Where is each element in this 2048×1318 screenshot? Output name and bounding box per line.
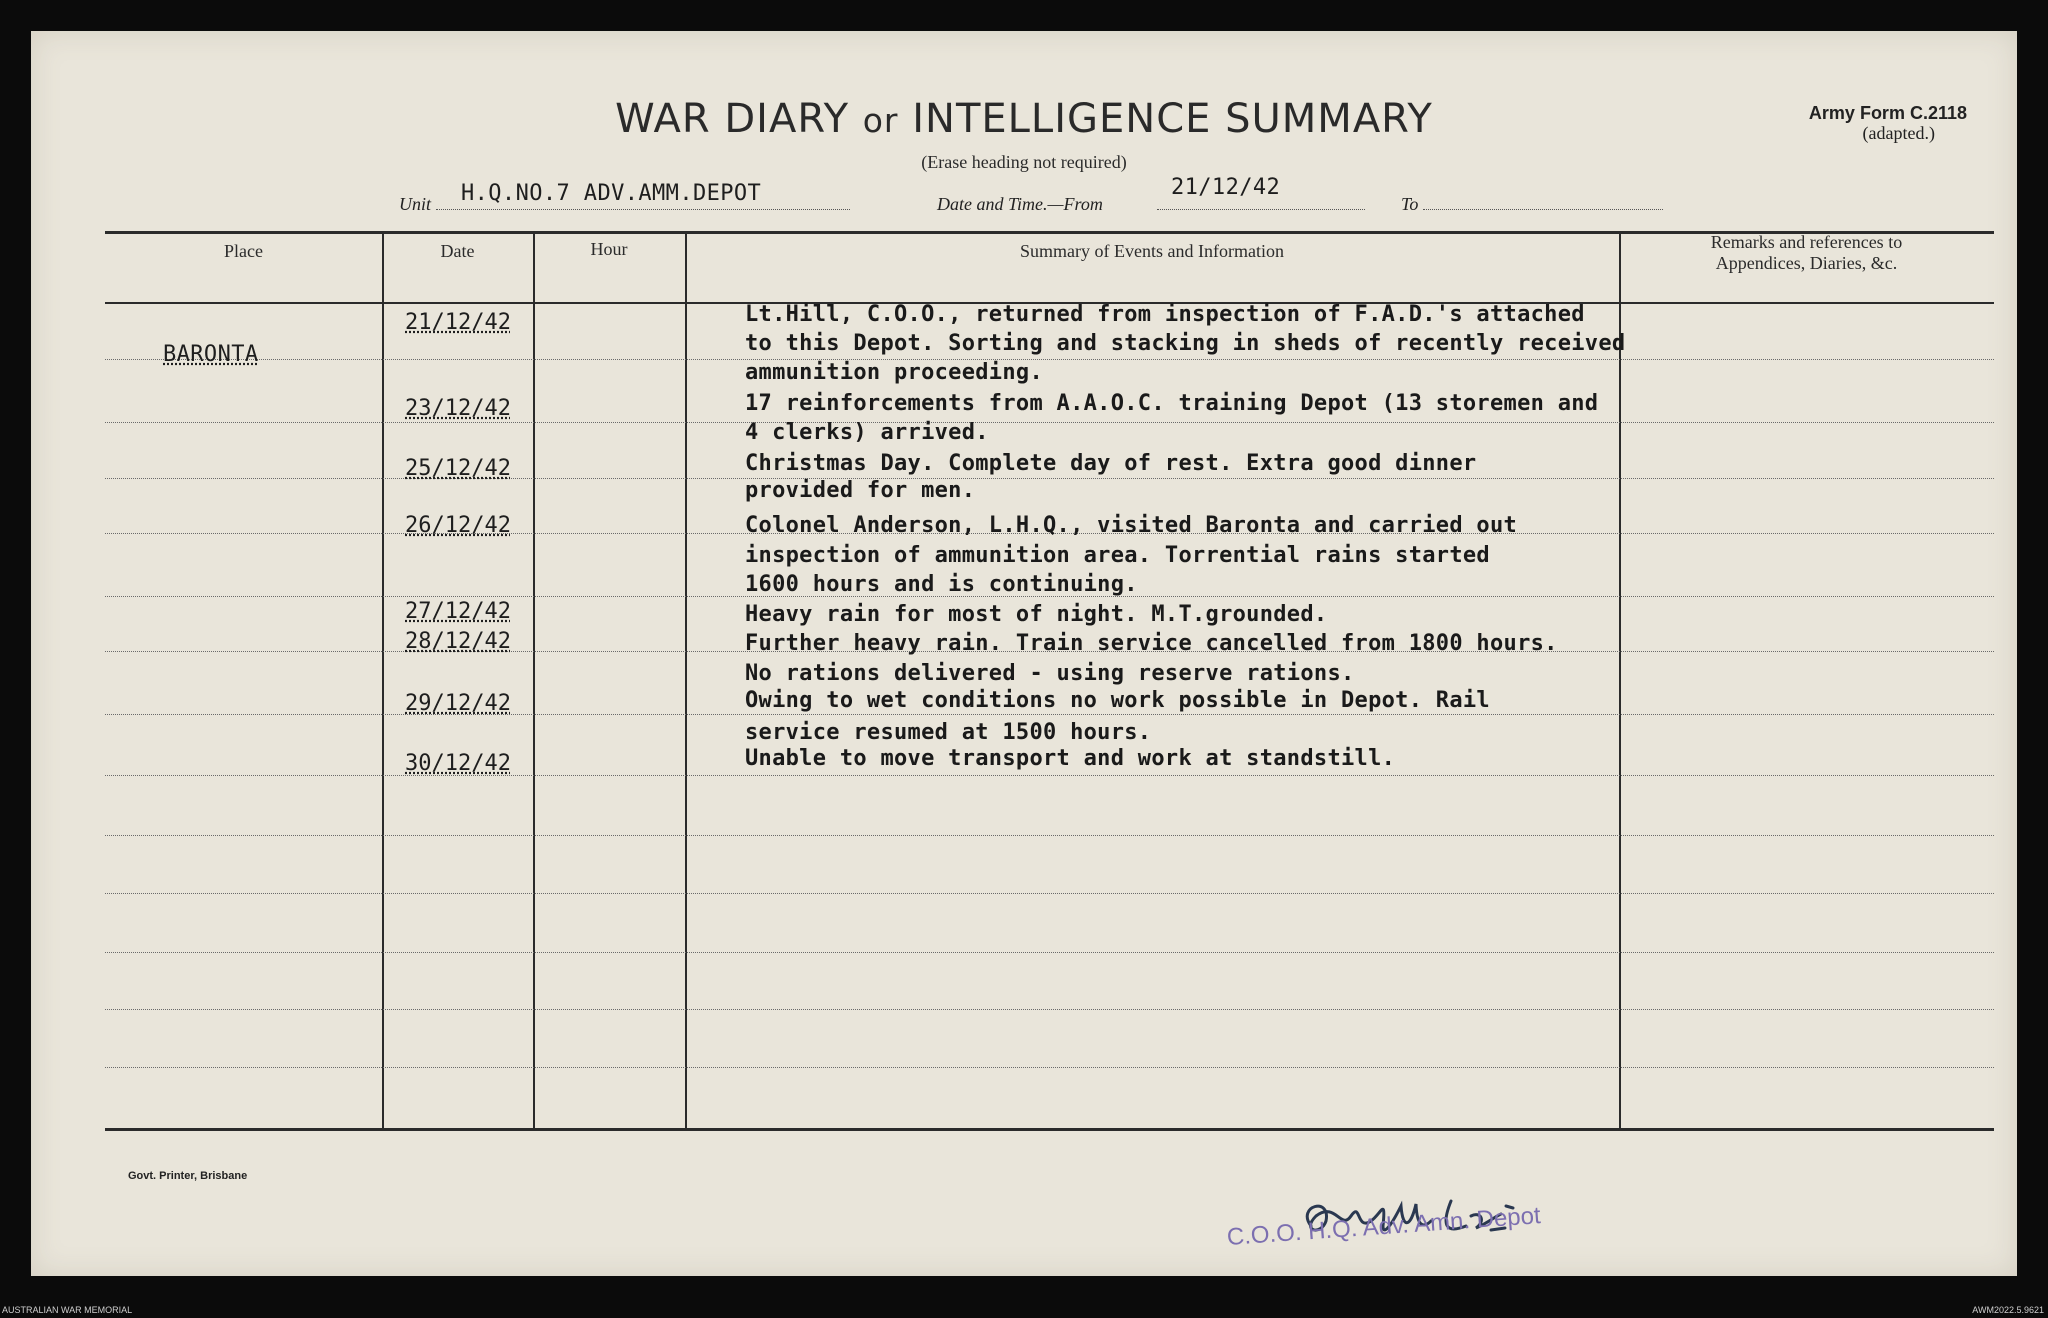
table-bottom-rule	[105, 1128, 1994, 1131]
to-label: To	[1401, 194, 1419, 214]
summary-line: ammunition proceeding.	[745, 360, 1043, 385]
ruling-line	[105, 775, 1994, 776]
header-remarks	[1619, 232, 1994, 274]
date-time-label: Date and Time.—From	[937, 194, 1103, 214]
unit-value: H.Q.NO.7 ADV.AMM.DEPOT	[461, 181, 762, 206]
archive-strip	[0, 1305, 2048, 1318]
summary-line: 4 clerks) arrived.	[745, 420, 989, 445]
entry-date: 26/12/42	[405, 513, 511, 538]
summary-line: 1600 hours and is continuing.	[745, 572, 1138, 597]
summary-line: Lt.Hill, C.O.O., returned from inspection of F.A.D.'s attached	[745, 302, 1585, 327]
ruling-line	[105, 422, 1994, 423]
summary-line: Christmas Day. Complete day of rest. Extra good dinner	[745, 451, 1477, 476]
header-remarks-line-2: Appendices, Diaries, &c.	[1715, 253, 1898, 273]
summary-line: provided for men.	[745, 478, 976, 503]
summary-line: Unable to move transport and work at standstill.	[745, 746, 1396, 771]
ruling-line	[105, 1009, 1994, 1010]
form-title	[31, 96, 2017, 142]
printer-imprint: Govt. Printer, Brisbane	[128, 1170, 248, 1182]
header-remarks-line-1: Remarks and references to	[1710, 232, 1903, 252]
summary-line: Colonel Anderson, L.H.Q., visited Baronta and carried out	[745, 513, 1518, 538]
column-divider-place	[382, 233, 384, 1129]
summary-line: Further heavy rain. Train service cancelled from 1800 hours.	[745, 631, 1558, 656]
summary-line: Owing to wet conditions no work possible in Depot. Rail	[745, 688, 1490, 713]
entry-date: 28/12/42	[405, 629, 511, 654]
diary-page	[31, 31, 2017, 1276]
summary-line: 17 reinforcements from A.A.O.C. training Depot (13 storemen and	[745, 391, 1599, 416]
header-hour: Hour	[590, 239, 628, 259]
summary-line: to this Depot. Sorting and stacking in sheds of recently received	[745, 331, 1626, 356]
summary-line: service resumed at 1500 hours.	[745, 720, 1152, 745]
date-to-underline	[1423, 209, 1663, 210]
entry-date: 30/12/42	[405, 751, 511, 776]
unit-label: Unit	[399, 194, 432, 214]
place-value: BARONTA	[163, 342, 259, 367]
entry-date: 23/12/42	[405, 396, 511, 421]
title-or: or	[862, 101, 899, 140]
army-form-adapted: (adapted.)	[1862, 123, 1935, 143]
column-divider-date	[533, 233, 535, 1129]
ruling-line	[105, 359, 1994, 360]
archive-name: AUSTRALIAN WAR MEMORIAL	[2, 1305, 133, 1315]
unit-rubber-stamp: C.O.O. H.Q. Adv. Amn. Depot	[1226, 1202, 1542, 1251]
date-from-value: 21/12/42	[1171, 175, 1281, 200]
ruling-line	[105, 893, 1994, 894]
army-form-number: Army Form C.2118	[1808, 103, 1967, 123]
ruling-line	[105, 835, 1994, 836]
summary-line: inspection of ammunition area. Torrential rains started	[745, 543, 1490, 568]
header-place: Place	[224, 241, 263, 261]
entry-date: 29/12/42	[405, 691, 511, 716]
form-subtitle: (Erase heading not required)	[921, 152, 1127, 172]
title-intelligence-summary: INTELLIGENCE SUMMARY	[912, 96, 1433, 142]
ruling-line	[105, 478, 1994, 479]
header-summary: Summary of Events and Information	[1020, 241, 1284, 261]
summary-line: Heavy rain for most of night. M.T.grounded.	[745, 602, 1328, 627]
ruling-line	[105, 714, 1994, 715]
column-divider-summary	[1619, 233, 1621, 1129]
summary-line: No rations delivered - using reserve rations.	[745, 661, 1355, 686]
ruling-line	[105, 952, 1994, 953]
archive-reference: AWM2022.5.9621	[1972, 1305, 2044, 1315]
entry-date: 25/12/42	[405, 456, 511, 481]
column-divider-hour	[685, 233, 687, 1129]
ruling-line	[105, 1067, 1994, 1068]
unit-underline	[436, 209, 850, 210]
header-date: Date	[440, 241, 475, 261]
entry-date: 21/12/42	[405, 310, 511, 335]
title-war-diary: WAR DIARY	[615, 96, 850, 142]
date-from-underline	[1157, 209, 1365, 210]
entry-date: 27/12/42	[405, 599, 511, 624]
